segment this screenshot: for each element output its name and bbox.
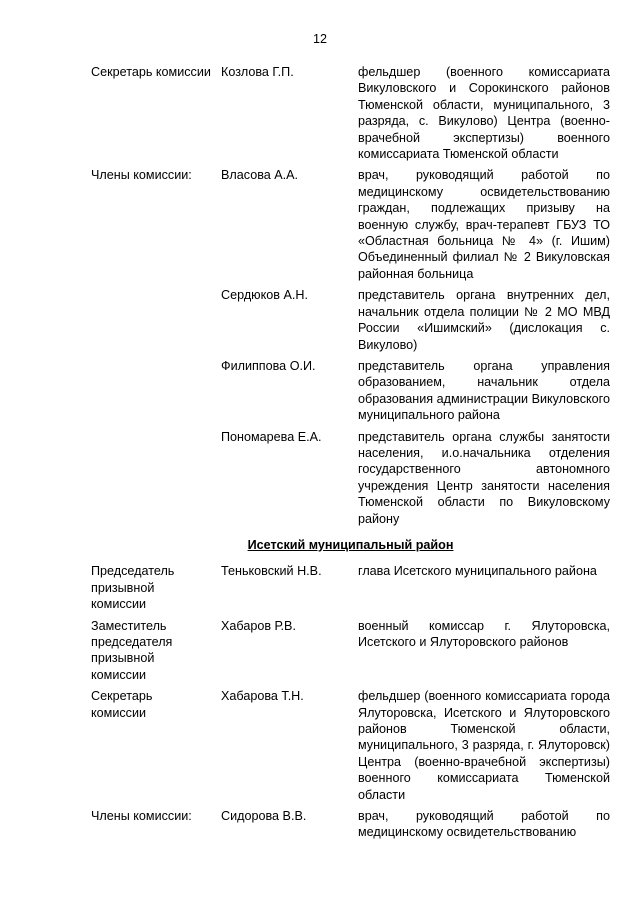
member-row xyxy=(91,358,610,424)
member-row xyxy=(91,563,610,612)
member-role: Заместитель председателя призывной комиссии xyxy=(91,618,173,682)
member-description: врач, руководящий работой по медицинскому освидетельствованию граждан, подлежащих призыву на военную службу, врач-терапевт ГБУЗ ТО «Областная больница № 4» (г. Ишим) Объединенный филиал № 2 Викуловская районная больница xyxy=(358,168,610,281)
member-name: Сидорова В.В. xyxy=(221,809,307,824)
member-description: представитель органа службы занятости населения, и.о.начальника отделения государственного автономного учреждения Центр занятости населения Тюменской области по Викуловскому району xyxy=(358,429,610,526)
member-role: Члены комиссии: xyxy=(91,168,192,183)
member-name: Хабаров Р.В. xyxy=(221,618,296,633)
member-name: Пономарева Е.А. xyxy=(221,429,322,444)
member-role: Секретарь комиссии xyxy=(91,689,153,720)
member-description: глава Исетского муниципального района xyxy=(358,564,597,579)
member-name: Власова А.А. xyxy=(221,168,299,183)
member-name: Козлова Г.П. xyxy=(221,65,294,79)
member-row xyxy=(91,808,610,841)
member-row xyxy=(91,64,610,162)
member-description: военный комиссар г. Ялуторовска, Исетского и Ялуторовского районов xyxy=(358,618,610,649)
member-row xyxy=(91,688,610,803)
page-number: 12 xyxy=(312,32,327,46)
member-name: Хабарова Т.Н. xyxy=(221,689,304,704)
member-name: Сердюков А.Н. xyxy=(221,288,308,303)
member-role: Секретарь комиссии xyxy=(91,65,211,79)
member-row xyxy=(91,287,610,353)
member-row xyxy=(91,618,610,684)
member-name: Филиппова О.И. xyxy=(221,358,316,373)
member-description: фельдшер (военного комиссариата города Ялуторовска, Исетского и Ялуторовского районов Тюменской области, муниципального, 3 разряда, г. Ялуторовск) Центра (военно-врачебной экспертизы) военного комиссариата Тюменской области xyxy=(358,689,610,802)
member-role: Члены комиссии: xyxy=(91,809,192,824)
member-role: Председатель призывной комиссии xyxy=(91,564,175,612)
section-title: Исетский муниципальный район xyxy=(247,537,454,552)
member-row xyxy=(91,167,610,282)
member-name: Теньковский Н.В. xyxy=(221,564,322,579)
member-description: врач, руководящий работой по медицинскому освидетельствованию xyxy=(358,809,610,840)
member-description: представитель органа внутренних дел, начальник отдела полиции № 2 МО МВД России «Ишимский» (дислокация с. Викулово) xyxy=(358,288,610,352)
commission-list xyxy=(91,64,610,841)
member-row xyxy=(91,429,610,527)
member-description: фельдшер (военного комиссариата Викуловского и Сорокинского районов Тюменской области, муниципального, 3 разряда, с. Викулово) Центра (военно-врачебной экспертизы) военного комиссариата Тюменской области xyxy=(358,65,610,162)
member-description: представитель органа управления образованием, начальник отдела образования администрации Викуловского муниципального района xyxy=(358,358,610,423)
